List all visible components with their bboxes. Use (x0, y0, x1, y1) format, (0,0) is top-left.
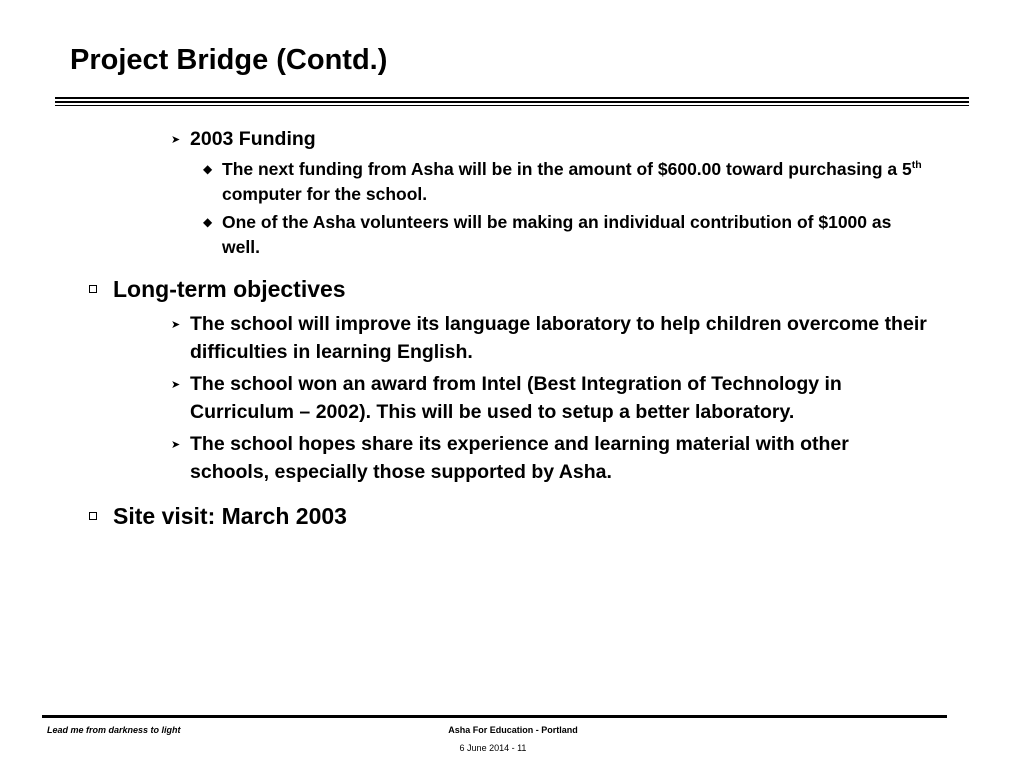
hollow-square-bullet-icon (89, 285, 97, 293)
arrowhead-bullet-icon: ➤ (171, 379, 181, 391)
funding-item (203, 157, 922, 207)
funding-item (203, 210, 922, 260)
site-visit-text: Site visit: March 2003 (113, 503, 347, 529)
funding-heading-text: 2003 Funding (190, 128, 316, 150)
objective-item-text: The school hopes share its experience and learning material with other schools, especially those supported by Asha. (190, 433, 849, 483)
objective-item (171, 430, 920, 486)
arrowhead-bullet-icon: ➤ (171, 319, 181, 331)
site-visit-heading (113, 502, 913, 530)
footer-tagline: Lead me from darkness to light (47, 725, 181, 735)
diamond-bullet-icon: ◆ (203, 215, 213, 229)
objective-item (171, 310, 950, 366)
footer-date-page-number: 6 June 2014 - 11 (459, 743, 527, 753)
footer-organization: Asha For Education - Portland (448, 725, 578, 735)
funding-item-text-end: computer for the school. (222, 184, 428, 204)
funding-item-text: One of the Asha volunteers will be making an individual contribution of $1000 as well. (222, 212, 892, 257)
arrowhead-bullet-icon: ➤ (171, 134, 181, 146)
objectives-heading (113, 275, 913, 303)
title-divider-line (55, 105, 969, 106)
objectives-heading-text: Long-term objectives (113, 276, 346, 302)
footer-divider-line (42, 715, 947, 718)
title-divider-line (55, 101, 969, 103)
objective-item-text: The school won an award from Intel (Best Integration of Technology in Curriculum – 2002). This will be used to setup a better laboratory. (190, 373, 842, 423)
slide-title: Project Bridge (Contd.) (70, 44, 388, 76)
hollow-square-bullet-icon (89, 512, 97, 520)
diamond-bullet-icon: ◆ (203, 162, 213, 176)
superscript-ordinal: th (911, 159, 922, 172)
funding-heading (171, 125, 950, 153)
objective-item-text: The school will improve its language laboratory to help children overcome their difficulties in learning English. (190, 313, 927, 363)
title-divider-line (55, 97, 969, 99)
objective-item (171, 370, 950, 426)
arrowhead-bullet-icon: ➤ (171, 439, 181, 451)
funding-item-text: The next funding from Asha will be in the amount of $600.00 toward purchasing a 5 (222, 159, 912, 179)
